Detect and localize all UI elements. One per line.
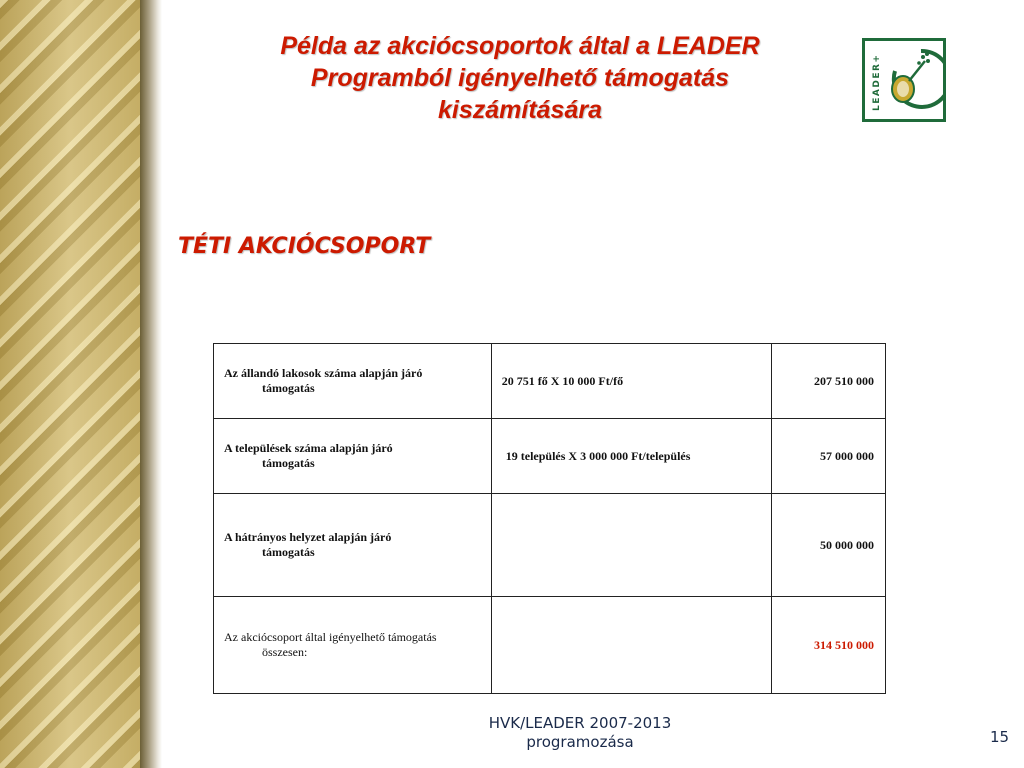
label-line: A települések száma alapján járó	[224, 441, 393, 455]
row-formula	[491, 597, 771, 694]
row-amount: 207 510 000	[771, 344, 885, 419]
footer-line: programozása	[526, 733, 634, 751]
row-label	[214, 419, 492, 494]
row-label	[214, 494, 492, 597]
row-amount: 57 000 000	[771, 419, 885, 494]
label-line: összesen:	[262, 645, 308, 659]
table-row	[214, 419, 886, 494]
title-line: Programból igényelhető támogatás	[310, 64, 730, 92]
table-row	[214, 344, 886, 419]
leader-logo-icon	[865, 41, 943, 119]
label-line: A hátrányos helyzet alapján járó	[224, 530, 392, 544]
decorative-band-shadow	[140, 0, 162, 768]
page-number: 15	[990, 728, 1010, 746]
support-calculation-table	[213, 343, 886, 694]
action-group-heading: TÉTI AKCIÓCSOPORT	[178, 234, 431, 259]
total-amount: 314 510 000	[771, 597, 885, 694]
row-amount: 50 000 000	[771, 494, 885, 597]
label-line: támogatás	[262, 545, 315, 559]
label-line: támogatás	[262, 456, 315, 470]
label-line: támogatás	[262, 381, 315, 395]
row-label	[214, 597, 492, 694]
decorative-left-band	[0, 0, 140, 768]
title-line: Példa az akciócsoportok által a LEADER	[280, 32, 760, 60]
leader-logo	[862, 38, 946, 122]
row-formula: 20 751 fő X 10 000 Ft/fő	[491, 344, 771, 419]
title-line: kiszámítására	[437, 96, 602, 124]
table-row-total	[214, 597, 886, 694]
row-label	[214, 344, 492, 419]
row-formula	[491, 494, 771, 597]
footer-text	[440, 714, 720, 752]
slide-title	[230, 30, 810, 126]
logo-text: LEADER+	[872, 53, 882, 111]
row-formula: 19 település X 3 000 000 Ft/település	[491, 419, 771, 494]
label-line: Az akciócsoport által igényelhető támogatás	[224, 630, 437, 644]
label-line: Az állandó lakosok száma alapján járó	[224, 366, 423, 380]
footer-line: HVK/LEADER 2007-2013	[488, 714, 672, 732]
table-row	[214, 494, 886, 597]
